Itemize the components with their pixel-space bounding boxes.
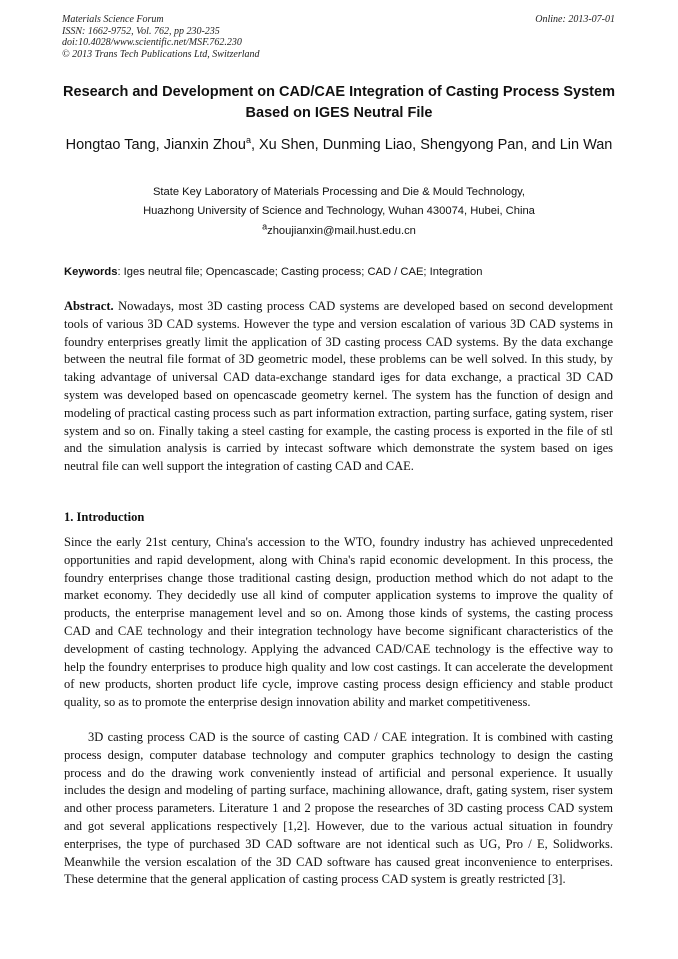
keywords xyxy=(64,265,614,280)
abstract-label: Abstract. xyxy=(64,299,114,313)
email-mark: a xyxy=(262,221,268,232)
intro-paragraph-1: Since the early 21st century, China's accession to the WTO, foundry industry has achieved unprecedented opportunities and rapid development, along with China's rapid economic development. In this process, the foundry enterprises change those traditional casting design, production method which do not adapt to the market economy. They decidedly use all kind of computer application systems to improve the quality of products, the enterprise management level and so on. Among those kinds of systems, the casting process CAD and CAE technology and their integration technology have become significant characteristics of the development of casting technology. Applying the advanced CAD/CAE technology is the effective way to help the foundry enterprises to produce high quality and low cost castings. It can accelerate the development of new products, shorten product life cycle, improve casting process design efficiency and stable product quality, so as to promote the enterprise design innovation ability and market competitiveness. xyxy=(64,535,613,710)
journal-header xyxy=(62,14,260,60)
author-affiliation-mark: a xyxy=(245,135,251,146)
authors-first: Hongtao Tang, Jianxin Zhou xyxy=(65,137,246,153)
online-date: Online: 2013-07-01 xyxy=(535,14,615,25)
issn-line: ISSN: 1662-9752, Vol. 762, pp 230-235 xyxy=(62,25,220,37)
journal-name: Materials Science Forum xyxy=(62,14,164,25)
paper-title: Research and Development on CAD/CAE Integration of Casting Process System Based on IGES Neutral File xyxy=(63,84,615,121)
affiliation-line-1: State Key Laboratory of Materials Processing and Die & Mould Technology, xyxy=(152,186,526,198)
abstract xyxy=(64,298,613,476)
copyright-line: © 2013 Trans Tech Publications Ltd, Switzerland xyxy=(62,48,260,60)
section-heading: 1. Introduction xyxy=(64,510,145,524)
authors-rest: , Xu Shen, Dunming Liao, Shengyong Pan, and Lin Wan xyxy=(250,137,613,153)
doi-line: doi:10.4028/www.scientific.net/MSF.762.230 xyxy=(62,37,242,48)
affiliation xyxy=(40,183,638,221)
keywords-label: Keywords xyxy=(64,266,118,278)
intro-paragraph-2: 3D casting process CAD is the source of casting CAD / CAE integration. It is combined with casting process design, computer database technology and computer graphics technology to design the casting process and do the drawing work conveniently instead of artificial and personal experience. It usually includes the design and modeling of parting surface, machining allowance, draft, gating system, riser system and other process parameters. Literature 1 and 2 propose the researches of 3D casting process CAD system and got several applications respectively [1,2]. However, due to the various actual situation in foundry enterprises, the type of purchased 3D CAD software are not identical such as UG, Pro / E, Solidworks. Meanwhile the version escalation of the 3D CAD software has caused great inconvenience to enterprises. These determine that the general application of casting process CAD system is greatly restricted [3]. xyxy=(64,730,613,887)
email-address: zhoujianxin@mail.hust.edu.cn xyxy=(267,225,416,237)
author-list xyxy=(40,135,638,156)
abstract-text: Nowadays, most 3D casting process CAD systems are developed based on second development tools of various 3D CAD systems. However the type and version escalation of various 3D CAD systems in foundry enterprises greatly limit the application of 3D casting process CAD systems. By the data exchange between the neutral file format of 3D geometric model, these problems can be well solved. In this study, by taking advantage of universal CAD data-exchange standard iges for data exchange, a practical 3D CAD system was developed based on opencascade geometry kernel. The system has the function of design and modeling of practical casting process such as part information extraction, parting surface, gating system, riser system and so on. Finally taking a steel casting for example, the casting process is exported in the file of stl and the simulation analysis is carried by intecast software which demonstrate the system based on iges neutral file can well support the integration of casting CAD and CAE. xyxy=(64,299,613,474)
affiliation-line-2: Huazhong University of Science and Technology, Wuhan 430074, Hubei, China xyxy=(143,205,535,217)
contact-email xyxy=(40,223,638,239)
keywords-text: : Iges neutral file; Opencascade; Casting process; CAD / CAE; Integration xyxy=(117,266,483,278)
